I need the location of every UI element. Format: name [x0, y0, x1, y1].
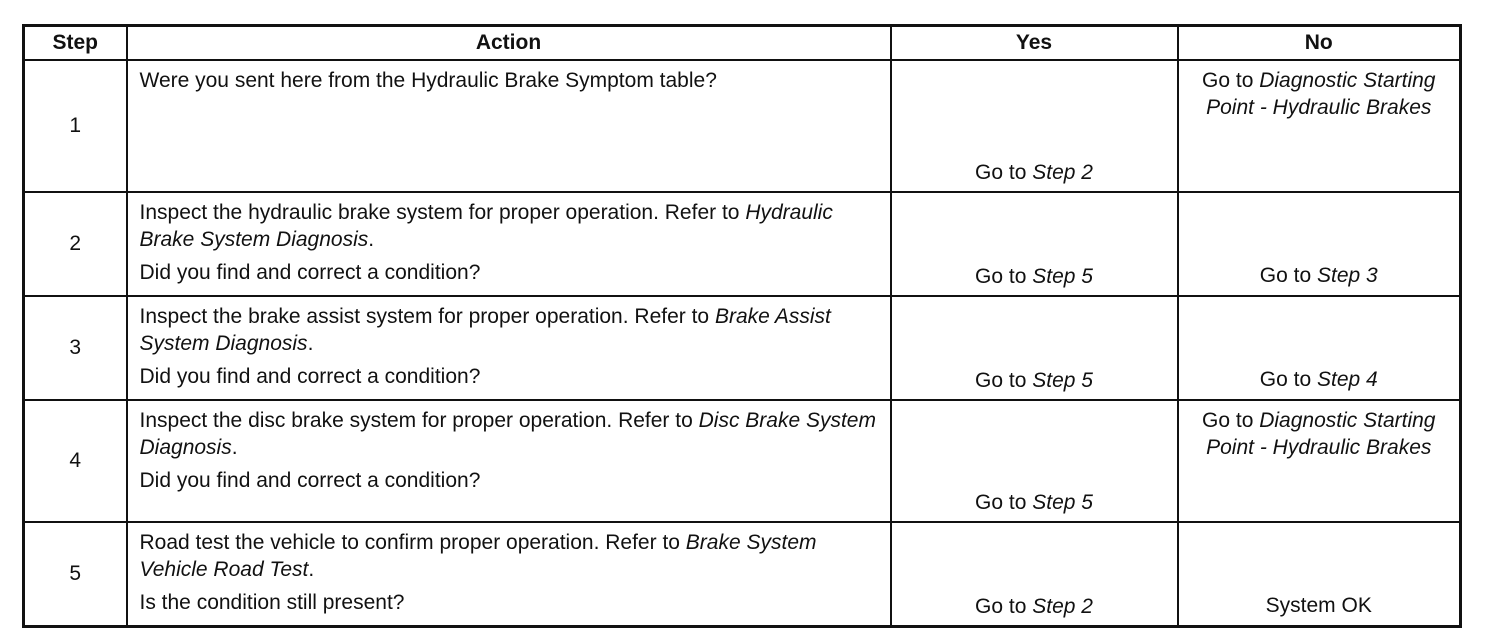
no-result-text: System OK: [1265, 594, 1372, 617]
no-prefix: Go to: [1202, 69, 1260, 92]
header-row: [24, 26, 1461, 61]
step-number: 1: [24, 60, 127, 192]
action-reference-link[interactable]: Brake Assist System Diagnosis: [139, 305, 831, 355]
yes-step-link[interactable]: Step 5: [1032, 491, 1093, 514]
step-number: 5: [24, 522, 127, 627]
no-diagnostic-link[interactable]: Diagnostic Starting Point - Hydraulic Brakes: [1206, 69, 1436, 119]
action-cell: [127, 192, 891, 296]
no-cell: [1178, 522, 1461, 627]
action-suffix: .: [231, 436, 238, 459]
table-row: [24, 296, 1461, 400]
step-number: 4: [24, 400, 127, 522]
action-suffix: .: [368, 228, 375, 251]
action-instruction: Inspect the hydraulic brake system for proper operation. Refer to: [139, 201, 746, 224]
no-prefix: Go to: [1202, 409, 1260, 432]
action-text: [140, 407, 882, 461]
yes-cell: [891, 296, 1178, 400]
yes-prefix: Go to: [975, 369, 1033, 392]
yes-cell: [891, 522, 1178, 627]
step-number: 3: [24, 296, 127, 400]
no-diagnostic-link[interactable]: Diagnostic Starting Point - Hydraulic Brakes: [1206, 409, 1436, 459]
no-step-link[interactable]: Step 4: [1316, 368, 1378, 391]
header-action: Action: [127, 26, 891, 61]
action-suffix: .: [308, 558, 315, 581]
no-cell: [1178, 192, 1461, 296]
yes-prefix: Go to: [975, 161, 1033, 184]
action-reference-link[interactable]: Disc Brake System Diagnosis: [139, 409, 876, 459]
yes-step-link[interactable]: Step 5: [1032, 265, 1093, 288]
yes-prefix: Go to: [975, 265, 1033, 288]
no-cell: [1178, 60, 1461, 192]
table-row: [24, 192, 1461, 296]
action-cell: [127, 400, 891, 522]
action-cell: [127, 522, 891, 627]
action-instruction: Road test the vehicle to confirm proper operation. Refer to: [139, 531, 686, 554]
action-reference-link[interactable]: Hydraulic Brake System Diagnosis: [139, 201, 833, 251]
table-row: [24, 60, 1461, 192]
action-text: Were you sent here from the Hydraulic Brake Symptom table?: [139, 69, 717, 92]
action-question: Did you find and correct a condition?: [139, 469, 481, 492]
diagnostic-table: [22, 24, 1462, 628]
action-instruction: Inspect the brake assist system for proper operation. Refer to: [139, 305, 715, 328]
yes-step-link[interactable]: Step 2: [1032, 161, 1093, 184]
no-prefix: Go to: [1259, 264, 1317, 287]
action-question: Did you find and correct a condition?: [139, 261, 481, 284]
table-row: [24, 400, 1461, 522]
action-suffix: .: [307, 332, 314, 355]
yes-step-link[interactable]: Step 5: [1032, 369, 1093, 392]
action-cell: [127, 60, 891, 192]
header-step: Step: [24, 26, 127, 61]
header-yes: Yes: [891, 26, 1178, 61]
action-instruction: Inspect the disc brake system for proper operation. Refer to: [139, 409, 699, 432]
yes-step-link[interactable]: Step 2: [1032, 595, 1093, 618]
yes-cell: [891, 192, 1178, 296]
no-prefix: Go to: [1259, 368, 1317, 391]
step-number: 2: [24, 192, 127, 296]
no-cell: [1178, 400, 1461, 522]
action-reference-link[interactable]: Brake System Vehicle Road Test: [139, 531, 817, 581]
action-question: Is the condition still present?: [139, 591, 405, 614]
yes-cell: [891, 400, 1178, 522]
no-step-link[interactable]: Step 3: [1316, 264, 1378, 287]
action-text: [140, 303, 882, 357]
action-question: Did you find and correct a condition?: [139, 365, 481, 388]
no-cell: [1178, 296, 1461, 400]
yes-cell: [891, 60, 1178, 192]
action-text: [140, 529, 882, 583]
table-row: [24, 522, 1461, 627]
header-no: No: [1178, 26, 1461, 61]
yes-prefix: Go to: [975, 491, 1033, 514]
yes-prefix: Go to: [975, 595, 1033, 618]
action-cell: [127, 296, 891, 400]
action-text: [140, 199, 882, 253]
